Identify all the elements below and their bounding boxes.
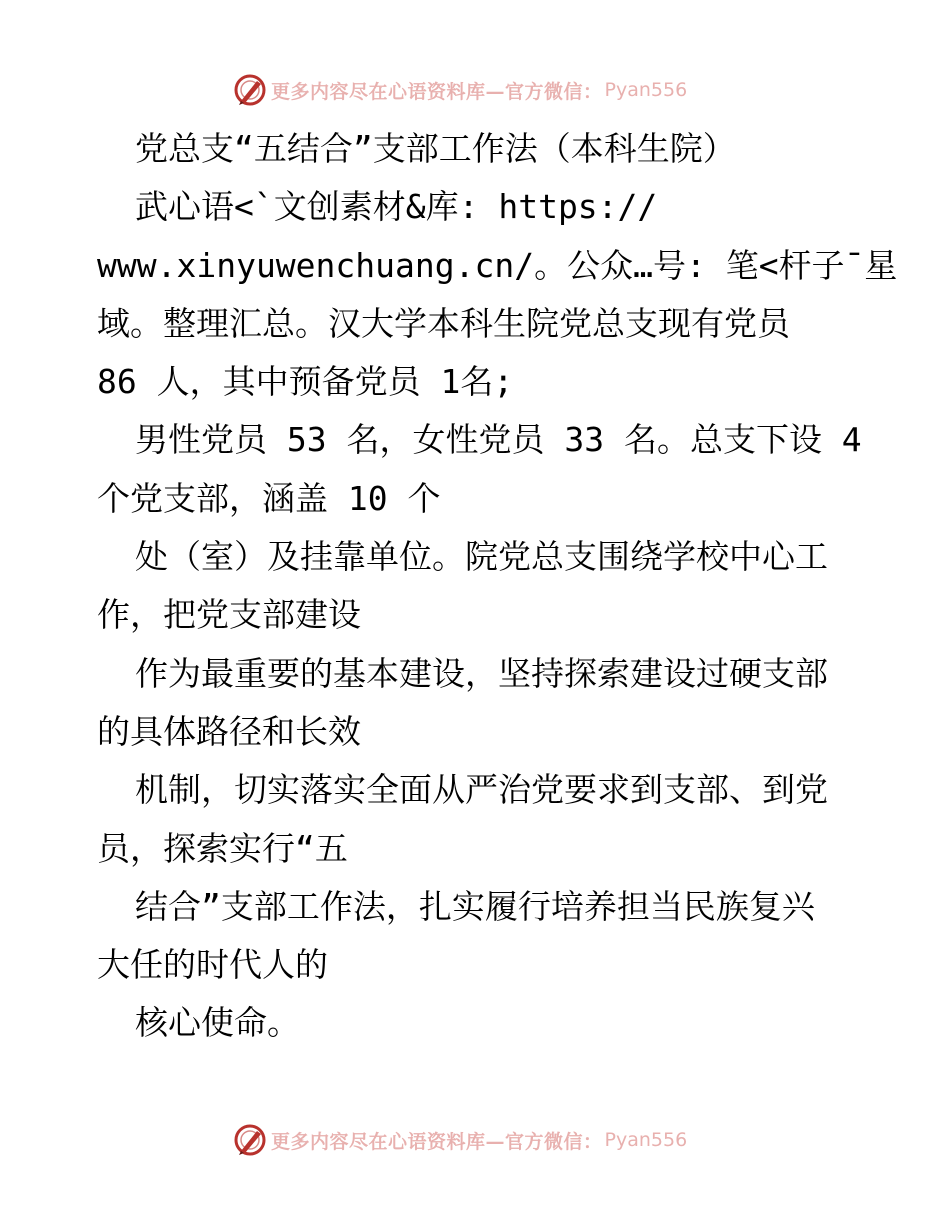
paragraph-line: 域。整理汇总。汉大学本科生院党总支现有党员 (97, 303, 790, 343)
paragraph-line: 核心使命。 (135, 1003, 300, 1043)
banner-text: 更多内容尽在心语资料库—官方微信： (271, 1130, 603, 1153)
paragraph-line: 男性党员 53 名，女性党员 33 名。总支下设 4 (135, 420, 862, 460)
paragraph-line: 个党支部，涵盖 10 个 (97, 478, 441, 518)
document-title: 党总支“五结合”支部工作法（本科生院） (135, 129, 736, 168)
paragraph-line: 的具体路径和长效 (97, 711, 361, 751)
banner-wechat-id: Pyan556 (604, 1129, 688, 1151)
paragraph-line: 机制，切实落实全面从严治党要求到支部、到党 (135, 770, 828, 810)
paragraph-line: 结合”支部工作法，扎实履行培养担当民族复兴 (135, 886, 815, 926)
pen-logo-icon (233, 73, 267, 107)
banner-wechat-id: Pyan556 (604, 79, 688, 101)
paragraph-line: 员，探索实行“五 (97, 828, 348, 868)
paragraph-line: 作为最重要的基本建设，坚持探索建设过硬支部 (135, 653, 828, 693)
header-banner (0, 70, 950, 110)
banner-text: 更多内容尽在心语资料库—官方微信： (271, 80, 603, 103)
pen-logo-icon (233, 1123, 267, 1157)
paragraph-line: 作，把党支部建设 (97, 595, 361, 635)
paragraph-line: www.xinyuwenchuang.cn/。公众…号: 笔<杆子¯星 (97, 245, 898, 285)
paragraph-line: 86 人，其中预备党员 1名; (97, 362, 514, 402)
document-body (97, 120, 898, 1053)
paragraph-line: 武心语<`文创素材&库: https:// (135, 187, 658, 227)
paragraph-line: 处（室）及挂靠单位。院党总支围绕学校中心工 (135, 537, 828, 577)
footer-banner (0, 1120, 950, 1160)
paragraph-line: 大任的时代人的 (97, 945, 328, 985)
